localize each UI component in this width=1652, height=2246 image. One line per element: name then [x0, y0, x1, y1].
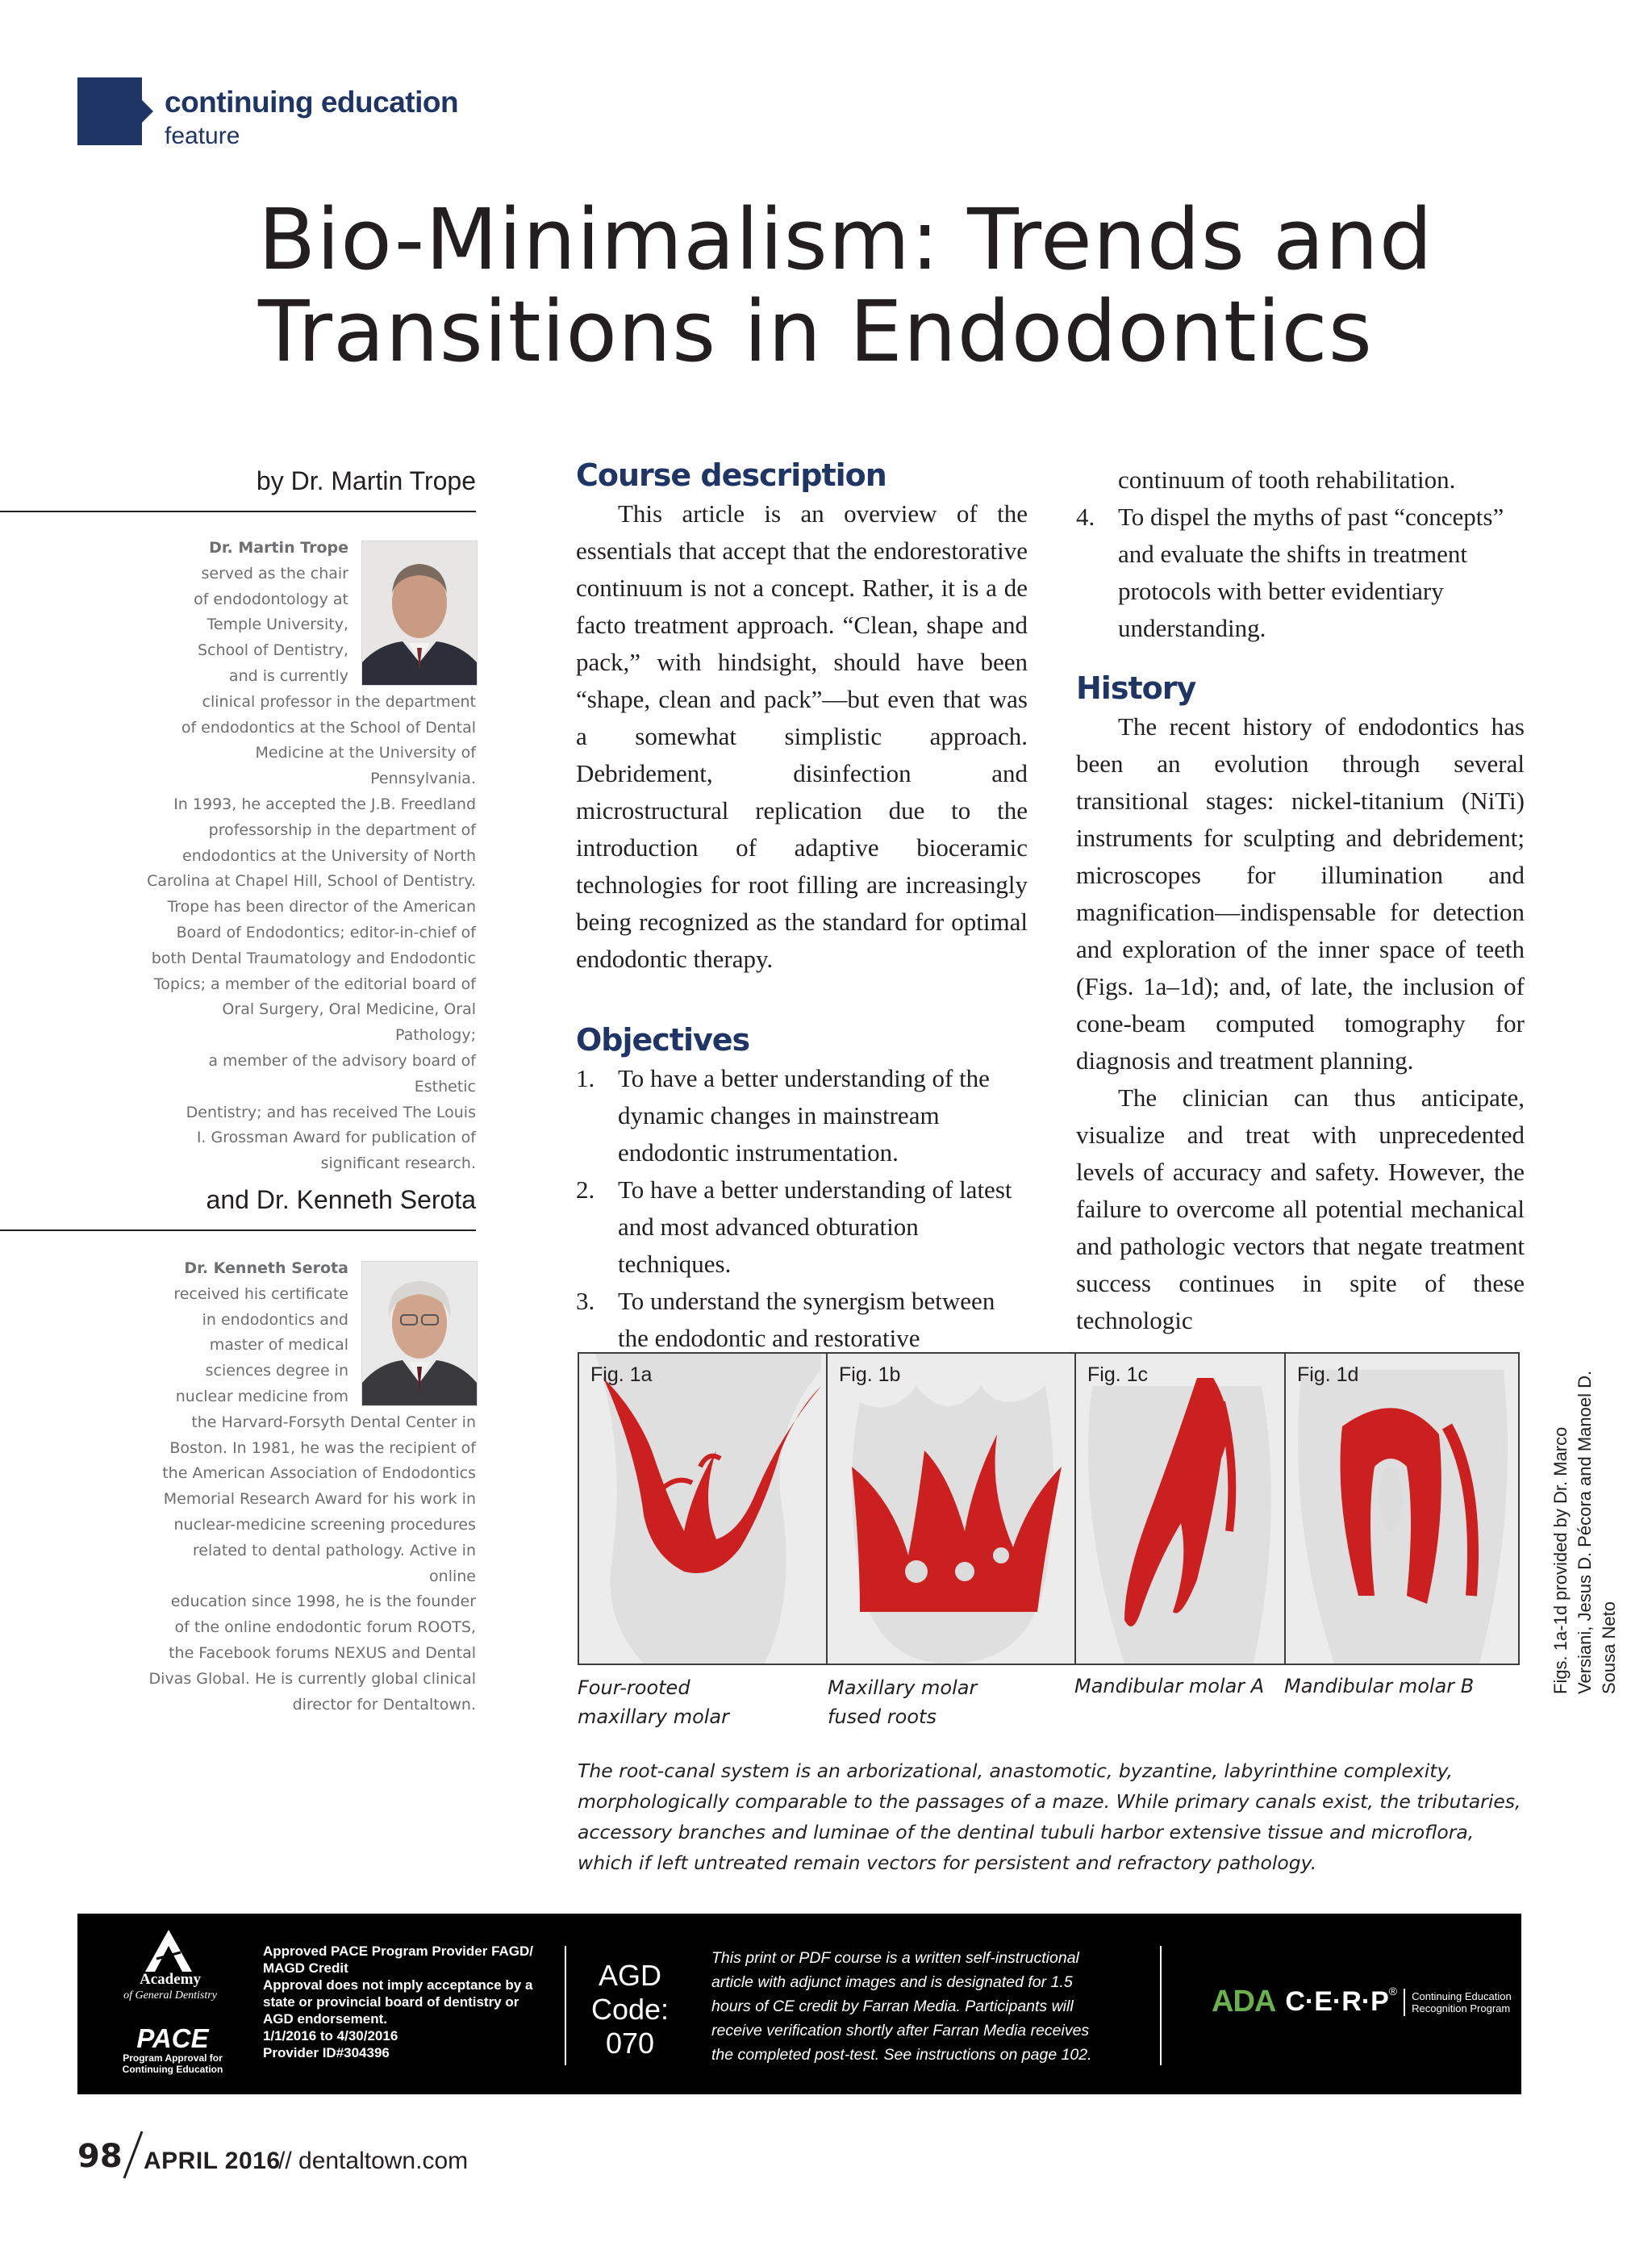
- figure-1a: [578, 1352, 828, 1665]
- tooth-scan-image: [579, 1354, 826, 1664]
- bio-line: both Dental Traumatology and Endodontic: [151, 949, 476, 967]
- course-description-body: This article is an overview of the essentials that accept that the endorestorative continuum is not a concept. Rather, it is a de facto treatment approach. “Clean, shape and pack,” with hindsight, should have been “shape, clean and pack”—but even that was a somewhat simplistic approach. Debridement, disinfection and microstructural replication due to the introduction of adaptive bioceramic technologies for root filling are increasingly being recognized as the standard for optimal endodontic therapy.: [576, 499, 1028, 973]
- history-paragraph-1: The recent history of endodontics has been an evolution through several transitional stages: nickel-titanium (NiTi) instruments for sculpting and debridement; microscopes for illumination and magnification—indispensable for detection and exploration of the inner space of teeth (Figs. 1a–1d); and, of late, the inclusion of cone-beam computed tomography for diagnosis and treatment planning.: [1076, 712, 1525, 1075]
- bio-line: Topics; a member of the editorial board of: [153, 975, 476, 993]
- author-bio-serota: [145, 1256, 476, 1718]
- course-description-heading: Course description: [576, 457, 886, 493]
- bio-line: in endodontics and: [202, 1310, 348, 1329]
- title-line-1: Bio-Minimalism: Trends and: [258, 190, 1433, 289]
- title-line-2: Transitions in Endodontics: [258, 282, 1373, 381]
- ada-cerp-logo: ADA C·E·R·P ® Continuing Education Recognition Program: [1212, 1985, 1512, 2018]
- figure-label: Fig. 1d: [1297, 1363, 1359, 1386]
- objectives-list: [576, 1060, 1028, 1357]
- author-rule-2: [0, 1229, 476, 1231]
- agd-logo-text: Academy of General Dentistry: [123, 1971, 217, 2002]
- figure-caption: The root-canal system is an arborizational, anastomotic, byzantine, labyrinthine complexity, morphologically comparable to the passages of a maze. While primary canals exist, the tributaries, accessory branches and luminae of the dentinal tubuli harbor extensive tissue and microflora, which if left untreated remain vectors for persistent and refractory pathology.: [578, 1760, 1521, 1874]
- bio-line: Boston. In 1981, he was the recipient of: [169, 1438, 476, 1457]
- bio-line: professorship in the department of: [208, 820, 476, 839]
- pace-logo: PACE Program Approval for Continuing Education: [122, 2023, 223, 2075]
- bio-line: Memorial Research Award for his work in: [163, 1490, 476, 1509]
- bio-line: Divas Global. He is currently global clinical: [148, 1669, 476, 1688]
- bio-line: sciences degree in: [205, 1362, 348, 1380]
- bio-line: of endodontics at the School of Dental: [181, 718, 476, 737]
- section-sublabel: feature: [165, 123, 240, 149]
- band-divider: [1160, 1946, 1162, 2065]
- section-label: continuing education: [165, 86, 459, 119]
- objectives-heading: Objectives: [576, 1022, 750, 1058]
- bio-line: Trope has been director of the American: [167, 898, 476, 916]
- article-title: [258, 190, 1549, 381]
- objective-item: 2. To have a better understanding of latest and most advanced obturation techniques.: [576, 1175, 1012, 1278]
- objectives-list-continued: [1076, 461, 1525, 647]
- bio-line: endodontics at the University of North: [182, 846, 476, 865]
- pace-approval-text: Approved PACE Program Provider FAGD/ MAGD Credit Approval does not imply acceptance by a state or provincial board of dentistry or AGD endorsement. 1/1/2016 to 4/30/2016 Provider ID#304396: [263, 1943, 534, 2060]
- bio-line: related to dental pathology. Active in online: [192, 1541, 476, 1585]
- footer-slash-icon: [121, 2130, 145, 2180]
- bio-line: Temple University,: [206, 616, 348, 634]
- objective-item: 1. To have a better understanding of the dynamic changes in mainstream endodontic instrumentation.: [576, 1064, 990, 1167]
- bio-line: Medicine at the University of Pennsylvania.: [255, 744, 476, 788]
- author-byline-2: and Dr. Kenneth Serota: [206, 1185, 476, 1214]
- bio-name-serota: Dr. Kenneth Serota: [184, 1259, 348, 1277]
- band-divider: [565, 1946, 566, 2065]
- ce-credit-band: [77, 1914, 1521, 2094]
- bio-line: of endodontology at: [194, 590, 348, 608]
- objective-item-continued: continuum of tooth rehabilitation.: [1118, 465, 1456, 494]
- history-paragraph-2: The clinician can thus anticipate, visualize and treat with unprecedented levels of accuracy and safety. However, the failure to overcome all potential mechanical and pathologic vectors that negate treatment success continues in spite of these technologic: [1076, 1083, 1525, 1334]
- agd-logo-icon: [140, 1928, 197, 1973]
- tooth-scan-image: [1286, 1354, 1518, 1664]
- page-number: 98: [77, 2138, 123, 2175]
- figure-label: Fig. 1a: [590, 1363, 653, 1386]
- bio-line: School of Dentistry,: [197, 641, 348, 660]
- objective-item: 3. To understand the synergism between the endodontic and restorative: [576, 1287, 995, 1352]
- bio-line: Oral Surgery, Oral Medicine, Oral Pathology;: [222, 1000, 476, 1045]
- author-byline-1: by Dr. Martin Trope: [256, 466, 476, 495]
- bio-line: received his certificate: [173, 1284, 348, 1303]
- objective-item: 4. To dispel the myths of past “concepts” and evaluate the shifts in treatment protocols with better evidentiary understanding.: [1076, 503, 1504, 642]
- site-url: // dentaltown.com: [278, 2148, 469, 2174]
- figure-label: Fig. 1b: [839, 1363, 901, 1386]
- figure-1b: [826, 1352, 1076, 1665]
- figure-credit: Figs. 1a-1d provided by Dr. Marco Versiani, Jesus D. Pécora and Manoel D. Sousa Neto: [1550, 1370, 1619, 1694]
- figure-label: Fig. 1c: [1087, 1363, 1149, 1386]
- bio-line: Carolina at Chapel Hill, School of Dentistry.: [147, 872, 476, 891]
- figure-1c: [1074, 1352, 1286, 1665]
- bio-name-trope: Dr. Martin Trope: [209, 539, 348, 557]
- bio-line: Dentistry; and has received The Louis: [186, 1103, 476, 1121]
- figure-1d: [1284, 1352, 1520, 1665]
- agd-code: AGD Code: 070: [590, 1959, 670, 2060]
- column-middle: [576, 455, 1028, 1357]
- bio-line: the Harvard-Forsyth Dental Center in: [191, 1413, 476, 1431]
- tooth-scan-image: [828, 1354, 1074, 1664]
- bio-line: I. Grossman Award for publication of: [196, 1129, 476, 1147]
- bio-line: master of medical: [209, 1336, 348, 1355]
- figure-caption-1b: Maxillary molar fused roots: [828, 1676, 978, 1728]
- author-rule-1: [0, 511, 476, 512]
- bio-line: Board of Endodontics; editor-in-chief of: [176, 923, 476, 941]
- bio-line: of the online endodontic forum ROOTS,: [174, 1618, 476, 1637]
- tooth-scan-image: [1076, 1354, 1284, 1664]
- bio-line: In 1993, he accepted the J.B. Freedland: [173, 795, 476, 813]
- author-bio-trope: [145, 536, 476, 1177]
- bio-line: education since 1998, he is the founder: [170, 1593, 476, 1611]
- bio-line: clinical professor in the department: [202, 692, 476, 711]
- bio-line: and is currently: [228, 666, 348, 685]
- figure-caption-1a: Four-rooted maxillary molar: [578, 1676, 730, 1728]
- figure-caption-1d: Mandibular molar B: [1284, 1675, 1475, 1697]
- bio-line: a member of the advisory board of Esthetic: [208, 1051, 476, 1096]
- issue-date: APRIL 2016: [144, 2148, 281, 2174]
- bio-line: director for Dentaltown.: [292, 1695, 476, 1714]
- bio-line: significant research.: [320, 1154, 476, 1173]
- bio-line: nuclear-medicine screening procedures: [173, 1515, 476, 1534]
- column-right: [1076, 461, 1525, 1339]
- bio-line: the Facebook forums NEXUS and Dental: [169, 1643, 476, 1662]
- bio-line: served as the chair: [201, 564, 348, 582]
- history-heading: History: [1076, 670, 1196, 706]
- bio-line: nuclear medicine from: [175, 1387, 348, 1405]
- section-marker: [77, 77, 142, 145]
- bio-line: the American Association of Endodontics: [162, 1464, 476, 1483]
- section-marker-arrow: [142, 100, 153, 123]
- course-credit-text: This print or PDF course is a written self-instructional article with adjunct images and is designated for 1.5 hours of CE credit by Farran Media. Participants will receive verification shortly after Farran Media receives the completed post-test. See instructions on page 102.: [711, 1949, 1092, 2064]
- figure-caption-1c: Mandibular molar A: [1074, 1675, 1265, 1697]
